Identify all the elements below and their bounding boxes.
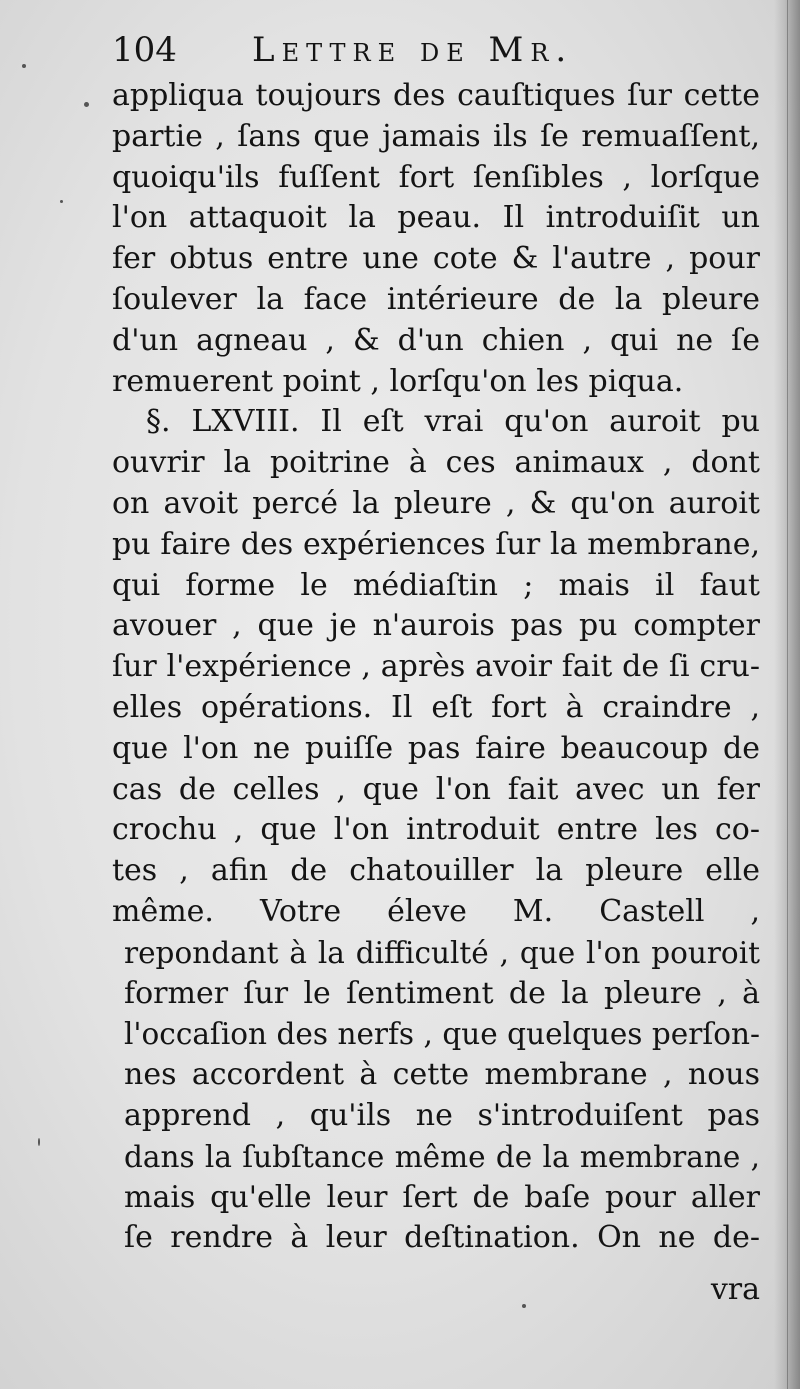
text-line: pu faire des expériences ſur la membrane, <box>112 526 760 562</box>
text-line: l'occaſion des nerfs , que quelques perſon- <box>124 1017 760 1052</box>
text-line: que l'on ne puiſſe pas faire beaucoup de <box>112 730 760 766</box>
text-line: partie , ſans que jamais ils ſe remuaſſent, <box>112 118 760 154</box>
page-header <box>112 28 752 72</box>
text-line: elles opérations. Il eſt fort à craindre , <box>112 689 760 725</box>
paper-speck <box>84 102 89 107</box>
page-number: 104 <box>112 30 177 70</box>
text-line: qui forme le médiaſtin ; mais il faut <box>112 567 760 603</box>
text-line: d'un agneau , & d'un chien , qui ne ſe <box>112 322 760 358</box>
text-line: quoiqu'ils fuſſent fort ſenſibles , lorſque <box>112 159 760 195</box>
text-line: former ſur le ſentiment de la pleure , à <box>124 975 760 1011</box>
text-line: cas de celles , que l'on fait avec un fer <box>112 771 760 807</box>
text-line: mais qu'elle leur ſert de baſe pour aller <box>124 1179 760 1215</box>
text-line: appliqua toujours des cauſtiques ſur cette <box>112 78 760 113</box>
text-line: tes , afin de chatouiller la pleure elle <box>112 853 760 889</box>
text-line: remuerent point , lorſqu'on les piqua. <box>112 363 684 399</box>
text-line: ſe rendre à leur deſtination. On ne de- <box>124 1220 760 1256</box>
section-heading-line: §. LXVIII. Il eſt vrai qu'on auroit pu <box>146 404 760 440</box>
text-line: avouer , que je n'aurois pas pu compter <box>112 608 760 644</box>
body-text <box>112 76 760 1259</box>
paper-speck <box>522 1304 526 1308</box>
paper-speck <box>22 64 26 68</box>
text-line: repondant à la difficulté , que l'on pouroit <box>124 935 760 970</box>
text-line: même. Votre éleve M. Castell , <box>112 893 760 929</box>
text-line: ouvrir la poitrine à ces animaux , dont <box>112 445 760 481</box>
gutter-line <box>787 0 788 1389</box>
text-line: apprend , qu'ils ne s'introduiſent pas <box>124 1097 760 1133</box>
text-line: ſoulever la face intérieure de la pleure <box>112 281 760 317</box>
catchword: vra <box>710 1272 760 1307</box>
paper-speck <box>38 1138 40 1146</box>
text-line: nes accordent à cette membrane , nous <box>124 1057 760 1093</box>
text-line: dans la ſubſtance même de la membrane , <box>124 1139 760 1174</box>
text-line: fer obtus entre une cote & l'autre , pour <box>112 241 760 277</box>
text-line: on avoit percé la pleure , & qu'on auroit <box>112 485 760 521</box>
paper-speck <box>60 200 63 203</box>
text-line: crochu , que l'on introduit entre les co- <box>112 812 760 848</box>
text-line: ſur l'expérience , après avoir fait de ſi cru- <box>112 649 760 685</box>
text-line: l'on attaquoit la peau. Il introduiſit un <box>112 200 760 236</box>
running-head: Lettre de Mr. <box>252 30 574 70</box>
